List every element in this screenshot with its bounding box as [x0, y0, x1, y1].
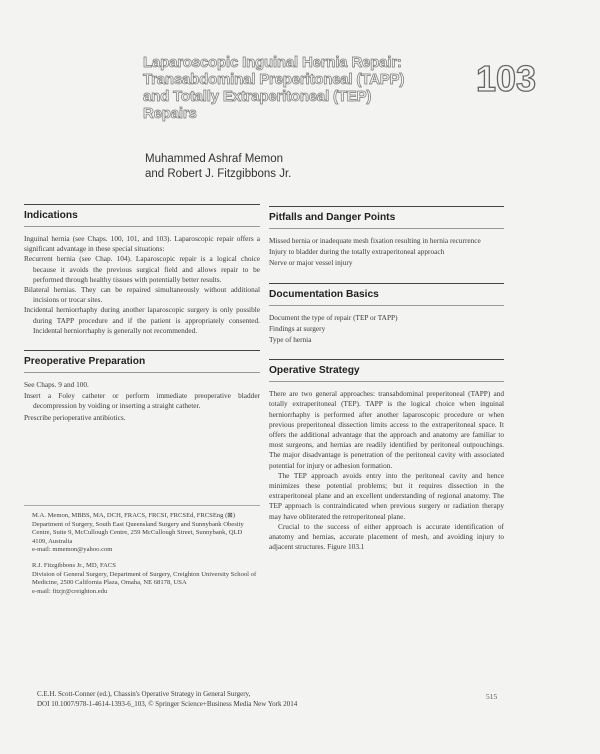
chapter-title-line: Laparoscopic Inguinal Hernia Repair:: [143, 54, 402, 71]
list-item: Nerve or major vessel injury: [269, 258, 353, 268]
preop-section: [24, 350, 260, 423]
author-line: Muhammed Ashraf Memon: [145, 153, 284, 165]
page-number: 515: [486, 692, 498, 701]
indications-section: [24, 204, 260, 336]
chapter-number: 103: [476, 58, 537, 99]
affiliation: R.J. Fitzgibbons Jr., MD, FACS Division of General Surgery, Department of Surgery, Creighton University School of Medicine, 2500 California Plaza, Omaha, NE 68178, USA e-mail: fitzjr@creighton.edu: [32, 561, 257, 595]
paragraph: The TEP approach avoids entry into the peritoneal cavity and hence minimizes these potential problems; but it requires dissection in the extraperitoneal plane and an excellent understanding of regional anatomy. The TEP approach is contraindicated when previous surgery or radiation therapy may have obliterated the retroperitoneal plane.: [269, 470, 504, 521]
section-heading: Operative Strategy: [269, 359, 504, 382]
chapter-title-line: and Totally Extraperitoneal (TEP): [143, 88, 372, 105]
list-item: Incidental herniorrhaphy during another laparoscopic surgery is only possible during TAPP procedure and if the patient is appropriately consented. Incidental herniorrhaphy is generally not recommended.: [24, 305, 260, 335]
pitfalls-section: [269, 206, 504, 269]
reference-line: C.E.H. Scott-Conner (ed.), Chassin's Operative Strategy in General Surgery,: [37, 690, 251, 698]
author-affiliations: [32, 512, 257, 603]
list-item: Document the type of repair (TEP or TAPP): [269, 312, 398, 322]
footnote-divider: [24, 505, 260, 506]
section-heading: Indications: [24, 204, 260, 227]
paragraph: There are two general approaches: transabdominal preperitoneal (TAPP) and totally extraperitoneal (TEP). TAPP is the logical choice when inguinal herniorrhaphy is performed after another laparoscopic procedure or when previous preperitoneal dissection limits access to the extraperitoneal space. It offers the additional advantage that the approach and anatomy are familiar to most surgeons, and hernias are readily identified by peritoneal outpouchings. The major disadvantage is penetration of the peritoneal cavity with associated potential for injury or adhesion formation.: [269, 389, 504, 470]
section-heading: Pitfalls and Danger Points: [269, 206, 504, 229]
section-heading: Documentation Basics: [269, 283, 504, 306]
list-item: Injury to bladder during the totally extraperitoneal approach: [269, 247, 445, 257]
paragraph: Inguinal hernia (see Chaps. 100, 101, and 103). Laparoscopic repair offers a significant advantage in these special situations:: [24, 234, 260, 254]
list-item: Insert a Foley catheter or perform immediate preoperative bladder decompression by voiding or inserting a straight catheter.: [24, 391, 260, 411]
right-column: [269, 206, 504, 566]
documentation-section: [269, 283, 504, 346]
list-item: Prescribe perioperative antibiotics.: [24, 412, 126, 422]
list-item: Missed hernia or inadequate mesh fixation resulting in hernia recurrence: [269, 236, 481, 245]
book-reference: [37, 690, 457, 709]
chapter-title-line: Repairs: [143, 105, 197, 122]
list-item: Bilateral hernias. They can be repaired simultaneously without additional incisions or trocar sites.: [24, 285, 260, 305]
affiliation: M.A. Memon, MBBS, MA, DCH, FRACS, FRCSI, FRCSEd, FRCSEng (⊠) Department of Surgery, South East Queensland Surgery and Sunnybank Obesity Centre, Suite 9, McCullough Centre, 259 McCullough Street, Sunnybank, QLD 4109, Australia e-mail: mmemon@yahoo.com: [32, 512, 244, 554]
left-column: [24, 204, 260, 437]
list-item: Type of hernia: [269, 335, 312, 345]
author-line: and Robert J. Fitzgibbons Jr.: [145, 168, 292, 180]
chapter-title-line: Transabdominal Preperitoneal (TAPP): [143, 71, 405, 88]
list-item: See Chaps. 9 and 100.: [24, 380, 89, 390]
strategy-section: [269, 359, 504, 552]
chapter-authors: [145, 152, 291, 182]
list-item: Findings at surgery: [269, 323, 326, 333]
reference-line: DOI 10.1007/978-1-4614-1393-6_103, © Springer Science+Business Media New York 2014: [37, 699, 298, 708]
chapter-title: [143, 54, 473, 122]
paragraph: Crucial to the success of either approach is accurate identification of anatomy and hernias, accurate placement of mesh, and avoiding injury to adjacent structures. Figure 103.1: [269, 521, 504, 552]
list-item: Recurrent hernia (see Chap. 104). Laparoscopic repair is a logical choice because it avoids the previous surgical field and allows repair to be performed through healthy tissues with potentially better results.: [24, 254, 260, 284]
section-heading: Preoperative Preparation: [24, 350, 260, 373]
